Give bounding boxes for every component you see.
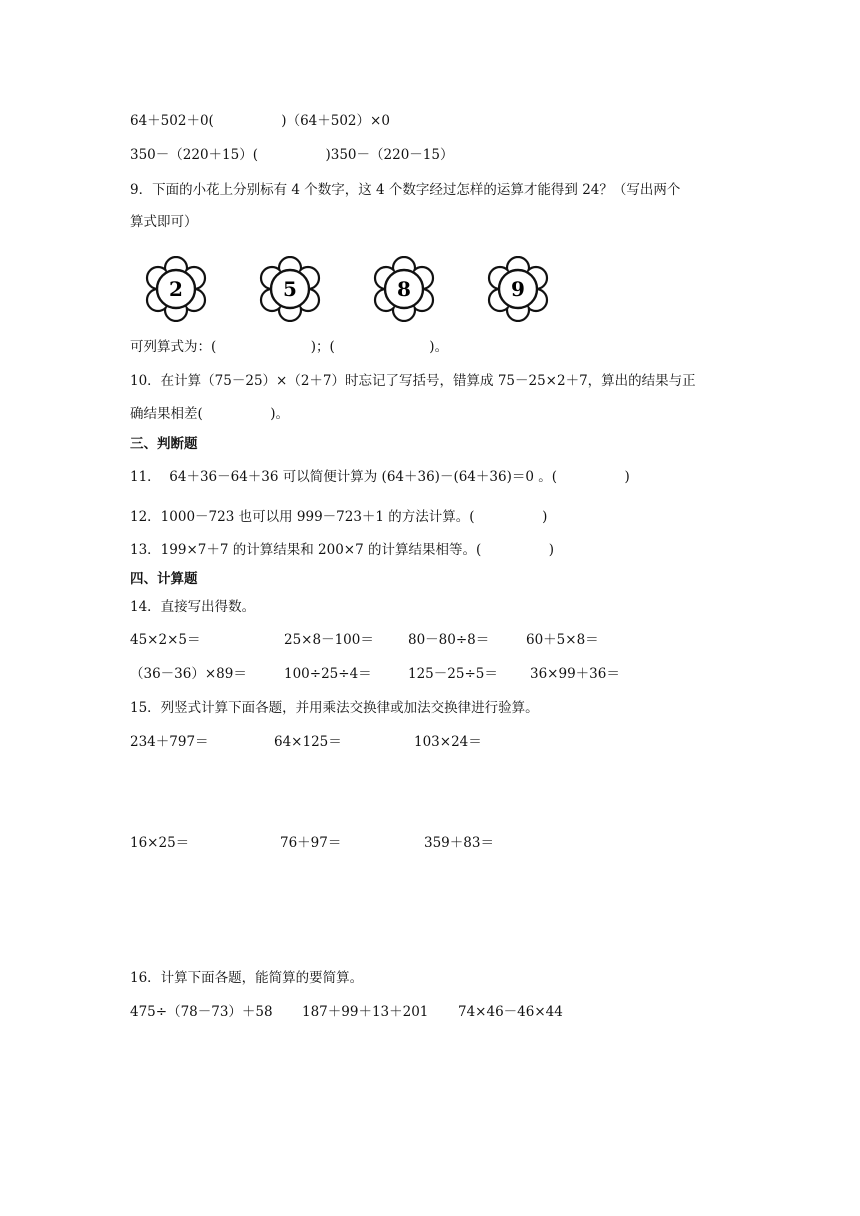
q15-expression: 16×25＝ — [130, 835, 190, 851]
flower-icon — [257, 256, 323, 322]
section-heading-judgement: 三、判断题 — [130, 436, 198, 452]
q14-expression: 80－80÷8＝ — [408, 632, 490, 648]
q9-answer-line: 可列算式为：( )；( )。 — [130, 339, 449, 355]
flower-icon — [485, 256, 551, 322]
q8-line2: 350－（220＋15）( )350－（220－15） — [130, 147, 454, 163]
q16-expression: 187＋99＋13＋201 — [302, 1004, 429, 1020]
q15-expression: 359＋83＝ — [424, 835, 494, 851]
q14-expression: 100÷25÷4＝ — [284, 666, 372, 682]
section-heading-calculation: 四、计算题 — [130, 571, 198, 587]
flower-number: 8 — [397, 277, 411, 301]
q15-expression: 76＋97＝ — [280, 835, 342, 851]
q14-text: 14．直接写出得数。 — [130, 599, 256, 615]
q14-expression: 125－25÷5＝ — [408, 666, 498, 682]
q9-text-line2: 算式即可） — [130, 214, 198, 230]
q10-text-line2: 确结果相差( )。 — [130, 406, 290, 422]
q15-text: 15．列竖式计算下面各题，并用乘法交换律或加法交换律进行验算。 — [130, 700, 539, 716]
q9-text-line1: 9．下面的小花上分别标有 4 个数字，这 4 个数字经过怎样的运算才能得到 24？（写出两个 — [130, 182, 681, 198]
q16-expression: 74×46－46×44 — [458, 1004, 563, 1020]
q12-text: 12．1000－723 也可以用 999－723＋1 的方法计算。( ) — [130, 509, 548, 525]
q16-text: 16．计算下面各题，能简算的要简算。 — [130, 970, 364, 986]
q8-line1: 64＋502＋0( )（64＋502）×0 — [130, 113, 390, 129]
q14-expression: 25×8－100＝ — [284, 632, 374, 648]
q14-expression: 60＋5×8＝ — [526, 632, 599, 648]
q14-expression: 36×99＋36＝ — [530, 666, 620, 682]
q15-expression: 64×125＝ — [274, 734, 342, 750]
q15-expression: 103×24＝ — [414, 734, 482, 750]
q10-text-line1: 10．在计算（75－25）×（2＋7）时忘记了写括号，错算成 75－25×2＋7，算出的结果与正 — [130, 373, 696, 389]
flower-icon — [143, 256, 209, 322]
q13-text: 13．199×7＋7 的计算结果和 200×7 的计算结果相等。( ) — [130, 542, 555, 558]
flower-number: 9 — [511, 277, 525, 301]
q16-expression: 475÷（78－73）＋58 — [130, 1004, 273, 1020]
q14-expression: （36－36）×89＝ — [130, 666, 247, 682]
flower-number: 5 — [283, 277, 297, 301]
flower-number: 2 — [169, 277, 183, 301]
q11-text: 11． 64＋36－64＋36 可以简便计算为 (64＋36)－(64＋36)＝0 。( ) — [130, 469, 630, 485]
q15-expression: 234＋797＝ — [130, 734, 209, 750]
q14-expression: 45×2×5＝ — [130, 632, 201, 648]
flower-icon — [371, 256, 437, 322]
